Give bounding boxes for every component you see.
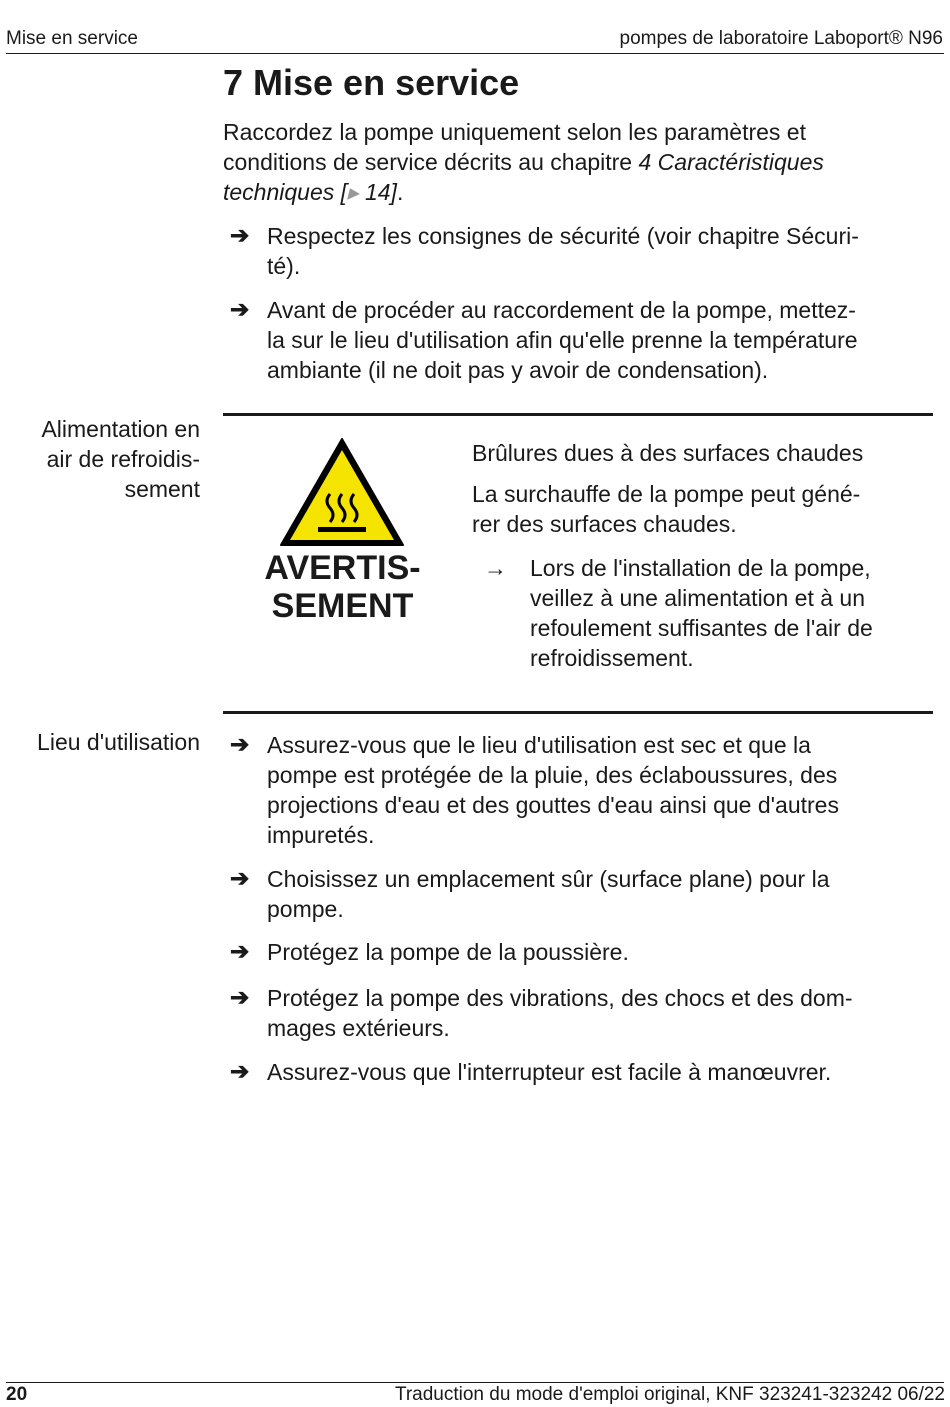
footer-rule — [6, 1382, 944, 1383]
signal-word-line: SEMENT — [271, 587, 414, 625]
list-item-line: Protégez la pompe de la poussière. — [267, 939, 629, 965]
intro-paragraph — [223, 117, 923, 207]
list-item-line: Respectez les consignes de sécurité (voir chapitre Sécuri- — [267, 223, 859, 249]
list-item-line: projections d'eau et des gouttes d'eau ainsi que d'autres — [267, 792, 839, 818]
list-item — [230, 730, 930, 850]
list-item-line: mages extérieurs. — [267, 1015, 450, 1041]
list-item-line: té). — [267, 253, 301, 279]
header-rule — [6, 53, 944, 54]
list-item-line: impuretés. — [267, 822, 375, 848]
signal-word-line: AVERTIS- — [264, 549, 421, 587]
warning-text — [472, 479, 922, 539]
arrow-right-icon: ➔ — [230, 296, 250, 322]
warning-title: Brûlures dues à des surfaces chaudes — [472, 440, 864, 466]
header-section-title: Mise en service — [6, 28, 138, 49]
page-reference[interactable]: 14] — [358, 179, 397, 205]
warning-text-line: rer des surfaces chaudes. — [472, 511, 737, 537]
warning-action-line: refoulement suffisantes de l'air de — [530, 615, 873, 641]
footer-document-info: Traduction du mode d'emploi original, KNF 323241-323242 06/22 — [394, 1384, 945, 1405]
intro-line-2: conditions de service décrits au chapitre — [223, 149, 639, 175]
side-label-line: sement — [124, 476, 200, 502]
list-item-line: pompe est protégée de la pluie, des éclaboussures, des — [267, 762, 838, 788]
list-item-line: pompe. — [267, 896, 344, 922]
list-item-line: Choisissez un emplacement sûr (surface plane) pour la — [267, 866, 830, 892]
list-item — [230, 864, 930, 924]
side-label-cooling — [0, 414, 200, 504]
hot-surface-warning-icon — [278, 436, 406, 548]
arrow-right-icon: ➔ — [230, 984, 250, 1010]
signal-word — [240, 549, 445, 625]
list-item-line: Assurez-vous que le lieu d'utilisation est sec et que la — [267, 732, 811, 758]
intro-period: . — [396, 179, 404, 205]
list-item — [230, 221, 930, 281]
warning-bottom-rule — [223, 711, 933, 714]
side-label-line: Alimentation en — [41, 416, 200, 442]
list-item-line: Avant de procéder au raccordement de la pompe, mettez- — [267, 297, 856, 323]
chapter-reference-link[interactable]: 4 Caractéristiques — [638, 149, 824, 175]
arrow-right-icon: ➔ — [230, 731, 250, 757]
arrow-right-icon: ➔ — [230, 222, 250, 248]
list-item-line: Assurez-vous que l'interrupteur est facile à manœuvrer. — [267, 1059, 832, 1085]
header-product-title: pompes de laboratoire Laboport® N96 — [619, 28, 943, 49]
chapter-reference-link-2[interactable]: techniques [ — [223, 179, 348, 205]
arrow-right-icon: → — [484, 555, 507, 581]
list-item — [230, 1057, 930, 1087]
arrow-right-icon: ➔ — [230, 1058, 250, 1084]
list-item — [230, 937, 930, 967]
intro-line-1: Raccordez la pompe uniquement selon les paramètres et — [223, 119, 806, 145]
list-item-line: Protégez la pompe des vibrations, des chocs et des dom- — [267, 985, 853, 1011]
arrow-right-icon: ➔ — [230, 865, 250, 891]
page-ref-arrow-icon: ▸ — [347, 179, 359, 205]
warning-text-line: La surchauffe de la pompe peut géné- — [472, 481, 861, 507]
warning-top-rule — [223, 413, 933, 416]
list-item — [230, 295, 930, 385]
list-item-line: la sur le lieu d'utilisation afin qu'elle prenne la température — [267, 327, 858, 353]
list-item-line: ambiante (il ne doit pas y avoir de condensation). — [267, 357, 769, 383]
warning-action-line: Lors de l'installation de la pompe, — [530, 555, 871, 581]
side-label-line: air de refroidis- — [46, 446, 200, 472]
chapter-title: 7 Mise en service — [223, 62, 520, 103]
list-item — [230, 983, 930, 1043]
warning-action — [530, 553, 930, 673]
page-number: 20 — [6, 1384, 28, 1405]
warning-action-line: veillez à une alimentation et à un — [530, 585, 865, 611]
arrow-right-icon: ➔ — [230, 938, 250, 964]
side-label-location: Lieu d'utilisation — [37, 729, 200, 755]
warning-action-line: refroidissement. — [530, 645, 694, 671]
